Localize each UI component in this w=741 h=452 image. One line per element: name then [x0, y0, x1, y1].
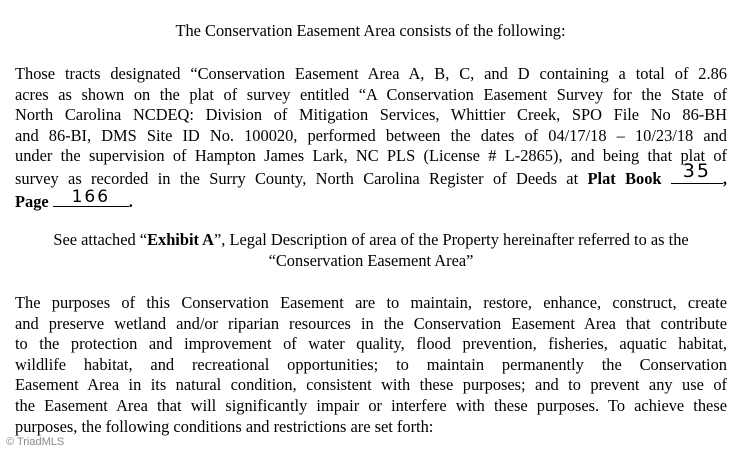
tract-description-paragraph	[15, 64, 727, 212]
period: .	[128, 191, 133, 211]
paragraph-line: the Easement Area that will significantly impair or interfere with these purposes. To achieve these	[15, 395, 727, 415]
paragraph-line: Easement Area in its natural condition, consistent with these purposes; and to prevent any use of	[15, 375, 727, 395]
paragraph-line: North Carolina NCDEQ: Division of Mitigation Services, Whittier Creek, SPO File No 86-BH	[15, 105, 727, 125]
paragraph-line: wildlife habitat, and recreational opportunities; to maintain permanently the Conservation	[15, 354, 727, 374]
exhibit-reference-paragraph	[15, 230, 727, 271]
exhibit-prefix: See attached “	[53, 230, 148, 249]
paragraph-line	[15, 159, 727, 190]
paragraph-line: under the supervision of Hampton James Lark, NC PLS (License # L-2865), and being that plat of	[15, 146, 727, 166]
page-blank	[53, 186, 129, 207]
paragraph-line: The purposes of this Conservation Easement are to maintain, restore, enhance, construct, create	[15, 293, 727, 312]
recording-text: survey as recorded in the Surry County, North Carolina Register of Deeds at	[15, 168, 579, 188]
exhibit-line-2: “Conservation Easement Area”	[268, 250, 474, 270]
paragraph-line	[15, 186, 727, 213]
comma: ,	[722, 168, 727, 188]
paragraph-line: Those tracts designated “Conservation Easement Area A, B, C, and D containing a total of 2.86	[15, 64, 727, 83]
plat-book-blank	[671, 159, 723, 184]
paragraph-line: and 86-BI, DMS Site ID No. 100020, performed between the dates of 04/17/18 – 10/23/18 and	[15, 125, 727, 145]
paragraph-line: acres as shown on the plat of survey entitled “A Conservation Easement Survey for the State of	[15, 84, 727, 104]
section-heading: The Conservation Easement Area consists of the following:	[175, 21, 566, 40]
plat-book-handwritten-value: 35	[682, 159, 711, 182]
paragraph-line: to the protection and improvement of water quality, flood prevention, fisheries, aquatic habitat,	[15, 334, 727, 354]
page-handwritten-value: 166	[71, 186, 111, 207]
plat-book-label: Plat Book	[587, 168, 662, 188]
exhibit-line	[15, 230, 727, 251]
page-label: Page	[15, 191, 49, 211]
exhibit-name: Exhibit A	[147, 230, 215, 249]
paragraph-line: and preserve wetland and/or riparian resources in the Conservation Easement Area that contribute	[15, 313, 727, 333]
purposes-paragraph	[15, 293, 727, 437]
copyright-watermark: © TriadMLS	[6, 436, 65, 448]
exhibit-rest: ”, Legal Description of area of the Property hereinafter referred to as the	[214, 230, 689, 249]
paragraph-line: purposes, the following conditions and restrictions are set forth:	[15, 416, 434, 436]
